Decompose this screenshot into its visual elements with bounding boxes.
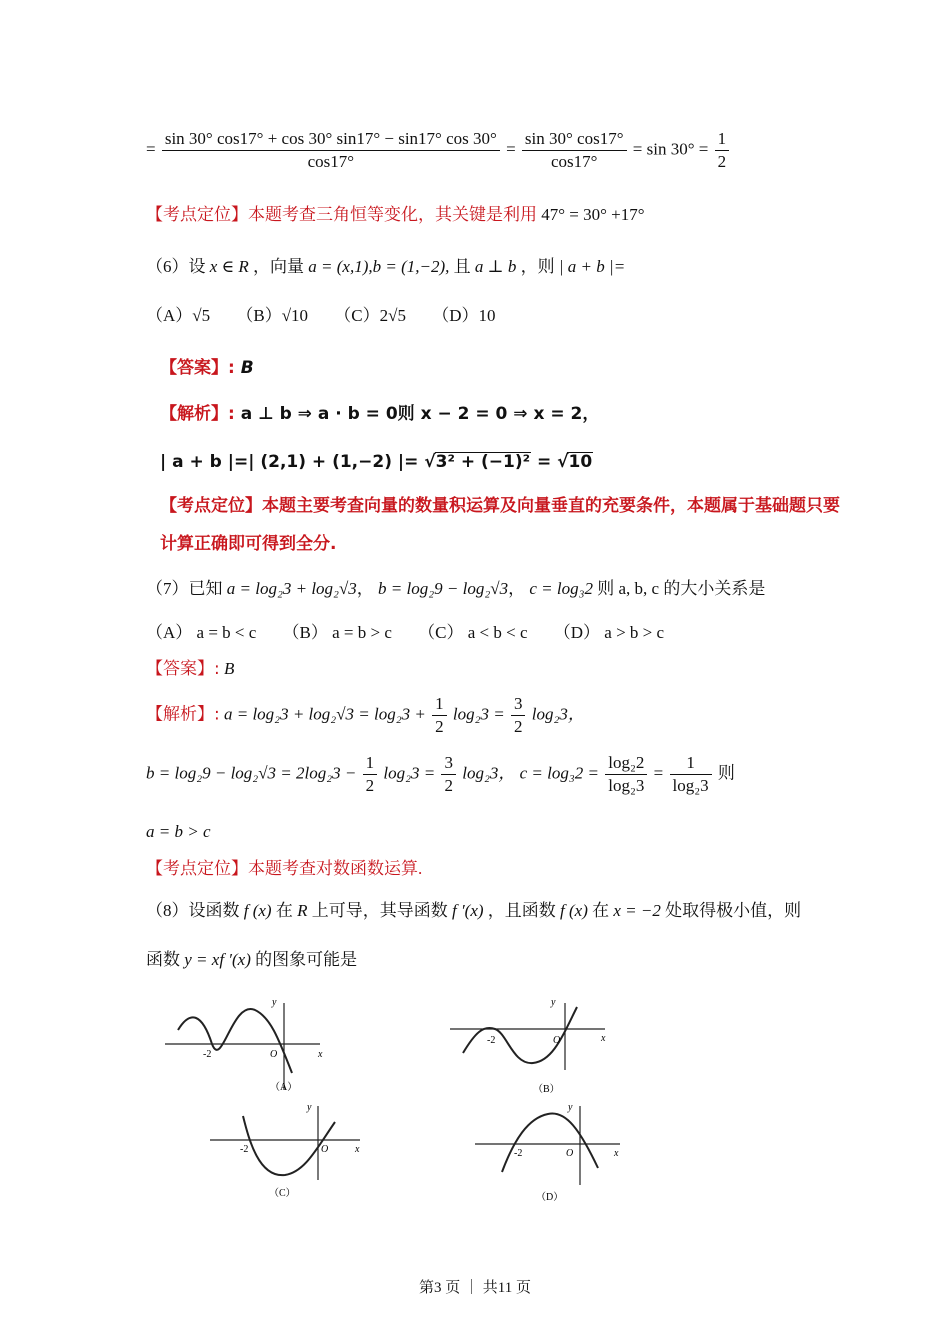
q8-stem-2: 函数 y = xf ′(x) 的图象可能是 [146,950,358,969]
graph-c [205,1100,375,1200]
q6-option-b: （B）√10 [236,306,309,325]
q6-key-point-2: 计算正确即可得到全分. [160,534,337,554]
q7-option-b: （B） a = b > c [282,623,392,642]
graph-b-tick: -2 [487,1035,496,1046]
graph-a-curve [178,1009,292,1073]
graph-c-origin: O [321,1144,329,1155]
q7-option-d: （D） a > b > c [553,623,665,642]
frac-three-half: $\frac{3}{2}$ [511,693,526,738]
graph-a [160,995,335,1095]
graph-b-label: （B） [533,1084,560,1095]
q7-options [146,621,686,645]
frac-reciprocal: $\frac{1}{\text{log₂3}}$ [670,752,712,797]
graph-d-xlabel: x [614,1148,619,1159]
frac-one-half: $\frac{1}{2}$ [432,693,447,738]
q6-stem: （6）设 x ∈ R ，向量 a = (x,1),b = (1,−2), 且 a ⊥ b ，则 | a + b |= [146,257,626,276]
q6-solution-1: 【解析】: a ⊥ b ⇒ a · b = 0则 x − 2 = 0 ⇒ x = 2， [160,404,600,424]
graph-b-origin: O [553,1035,561,1046]
q6-options [146,304,517,328]
q6-answer: 【答案】: B [160,358,254,378]
q6-option-c: （C）2√5 [334,306,406,325]
graph-b [445,995,620,1095]
graph-d-label: （D） [536,1192,564,1203]
graph-c-tick: -2 [240,1144,249,1155]
frac-log-ratio: $\frac{\text{log₂2}}{\text{log₂3}}$ [605,752,647,797]
q7-option-a: （A） a = b < c [146,623,257,642]
graph-b-xlabel: x [601,1033,606,1044]
graph-a-tick: -2 [203,1049,212,1060]
fraction-1: $\frac{\sin 30^\circ \cos 17^\circ + \cos 30^\circ \sin 17^\circ - \sin 17^\circ \cos 30^\circ}{\cos 17^\circ}$ [162,128,500,173]
q6-option-d: （D）10 [432,306,496,325]
graph-c-ylabel: y [307,1102,312,1113]
top-formula: = $\frac{\sin 30^\circ \cos 17^\circ + \cos 30^\circ \sin 17^\circ - \sin 17^\circ \cos 30^\circ}{\cos 17^\circ}$ = $\frac{\sin 30^\circ \cos 17^\circ}{\cos 17^\circ}$ = sin 30° = $\frac{1}{2}$ [146,128,731,173]
graph-a-label: （A） [270,1082,298,1093]
q6-solution-2: | a + b |=| (2,1) + (1,−2) |= √3² + (−1)² = √10 [160,452,593,472]
frac-one-half-b: $\frac{1}{2}$ [363,752,378,797]
graph-c-xlabel: x [355,1144,360,1155]
q7-solution-b: b = log₂9 − log₂√3 = 2log₂3 − $\frac{1}{2}$ log₂3 = $\frac{3}{2}$ log₂3， c = log₃2 = $\frac{\text{log₂2}}{\text{log₂3}}$ = $\frac{1}{\text{log₂3}}$ 则 [146,753,735,795]
graph-d-curve [502,1113,598,1172]
frac-three-half-b: $\frac{3}{2}$ [441,752,456,797]
graph-a-xlabel: x [318,1049,323,1060]
q7-key-point: 【考点定位】本题考查对数函数运算. [146,859,423,878]
graph-d-origin: O [566,1148,574,1159]
page-footer: 第3 页 ｜ 共11 页 [419,1280,531,1296]
graph-d [470,1100,640,1205]
fraction-2: $\frac{\sin 30^\circ \cos 17^\circ}{\cos 17^\circ}$ [522,128,627,173]
graph-d-tick: -2 [514,1148,523,1159]
q7-stem: （7）已知 a = log₂3 + log₂√3， b = log₂9 − log₂√3， c = log₃2 则 a, b, c 的大小关系是 [146,579,766,598]
q7-solution-a: 【解析】: a = log₂3 + log₂√3 = log₂3 + $\frac{1}{2}$ log₂3 = $\frac{3}{2}$ log₂3， [146,694,585,736]
q6-option-a: （A）√5 [146,306,211,325]
graph-b-ylabel: y [551,997,556,1008]
fraction-half: $\frac{1}{2}$ [715,128,730,173]
graph-c-label: （C） [269,1188,296,1199]
graph-a-origin: O [270,1049,278,1060]
q7-answer: 【答案】: B [146,659,235,679]
q7-option-c: （C） a < b < c [418,623,528,642]
graph-a-ylabel: y [272,997,277,1008]
q8-stem-1: （8）设函数 f (x) 在 R 上可导，其导函数 f ′(x) ，且函数 f (x) 在 x = −2 处取得极小值，则 [146,901,802,920]
q5-key-point: 【考点定位】本题考查三角恒等变化，其关键是利用 47° = 30° +17° [146,205,645,224]
graph-d-ylabel: y [568,1102,573,1113]
q7-conclusion: a = b > c [146,822,211,841]
q6-key-point-1: 【考点定位】本题主要考查向量的数量积运算及向量垂直的充要条件，本题属于基础题只要 [160,496,840,516]
